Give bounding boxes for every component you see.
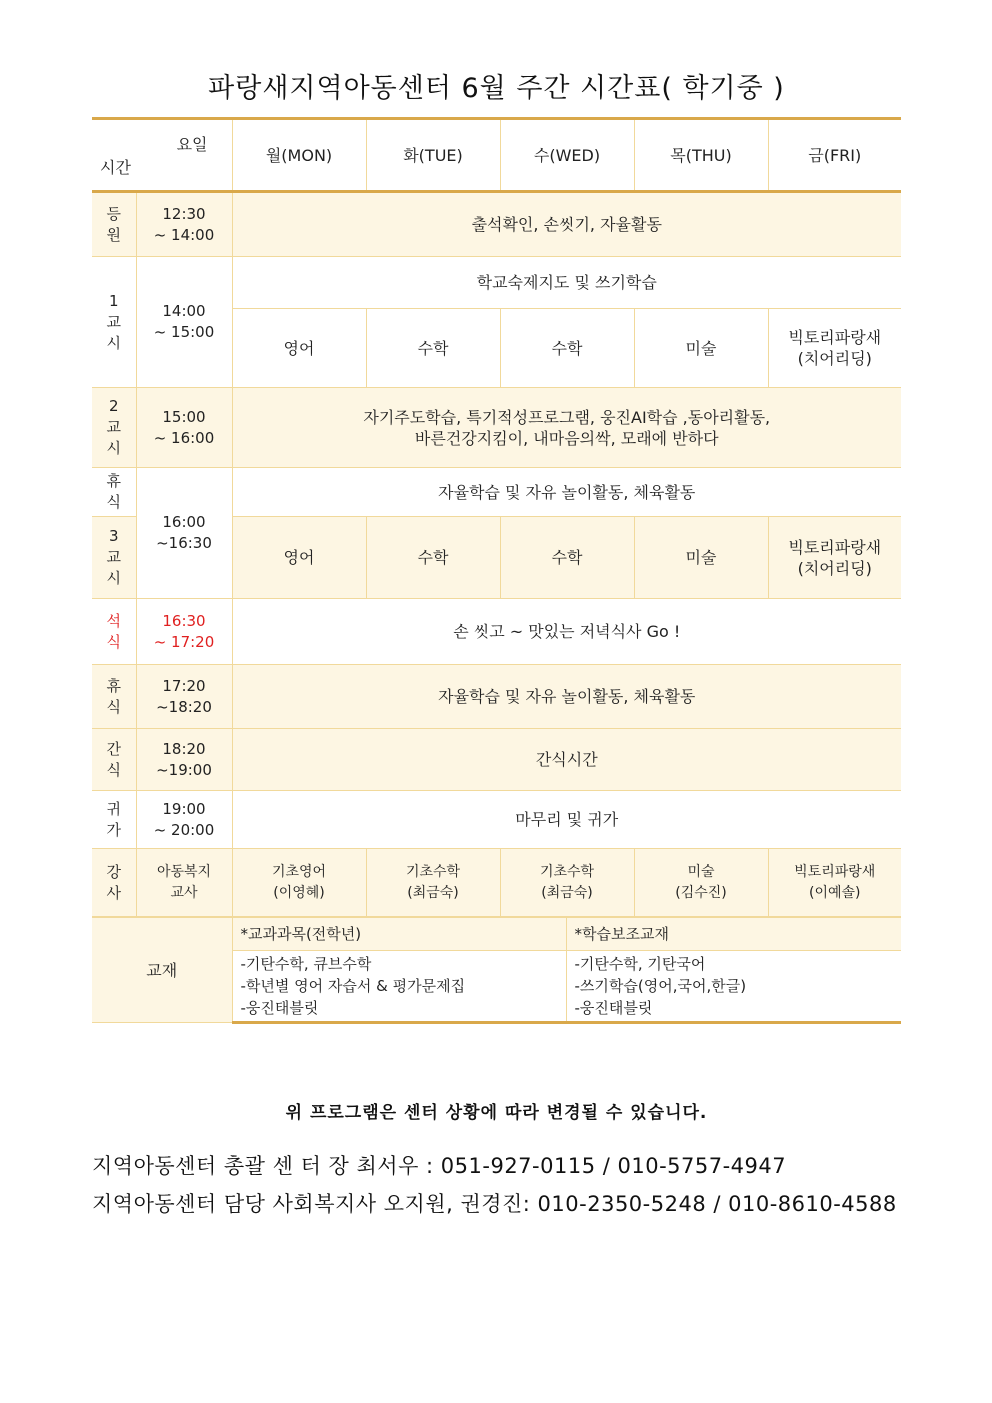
subject-thu: 미술 <box>634 517 768 599</box>
row-time: 16:00 ~16:30 <box>136 468 232 599</box>
day-header-tue: 화(TUE) <box>366 119 500 192</box>
period2-row <box>92 388 901 468</box>
row-time: 17:20 ~18:20 <box>136 665 232 729</box>
day-header-fri: 금(FRI) <box>768 119 901 192</box>
row-time: 12:30 ~ 14:00 <box>136 192 232 257</box>
dinner-row <box>92 599 901 665</box>
home-row <box>92 791 901 849</box>
subject-mon: 영어 <box>232 517 366 599</box>
subject-mon: 영어 <box>232 309 366 388</box>
teachers-row <box>92 849 901 917</box>
row-activity: 손 씻고 ~ 맛있는 저녁식사 Go ! <box>232 599 901 665</box>
row-label: 귀 가 <box>92 791 136 849</box>
period1-row <box>92 257 901 309</box>
row-label: 3 교 시 <box>92 517 136 599</box>
row-label: 강 사 <box>92 849 136 917</box>
row-label: 석 식 <box>92 599 136 665</box>
break2-row <box>92 665 901 729</box>
contact-social-workers: 지역아동센터 담당 사회복지사 오지원, 권경진: 010-2350-5248 / 010-8610-4588 <box>92 1192 897 1216</box>
row-activity: 자율학습 및 자유 놀이활동, 체육활동 <box>232 665 901 729</box>
row-activity: 간식시간 <box>232 729 901 791</box>
materials-left-head: *교과과목(전학년) <box>232 918 566 951</box>
row-label: 휴 식 <box>92 468 136 517</box>
corner-cell <box>92 119 232 192</box>
subject-fri: 빅토리파랑새 (치어리딩) <box>768 309 901 388</box>
row-label: 1 교 시 <box>92 257 136 388</box>
teacher-thu: 미술 (김수진) <box>634 849 768 917</box>
teacher-fri: 빅토리파랑새 (이예솔) <box>768 849 901 917</box>
day-axis-label: 요일 <box>176 135 208 154</box>
snack-row <box>92 729 901 791</box>
row-time: 16:30 ~ 17:20 <box>136 599 232 665</box>
row-label: 간 식 <box>92 729 136 791</box>
subject-tue: 수학 <box>366 309 500 388</box>
subject-fri: 빅토리파랑새 (치어리딩) <box>768 517 901 599</box>
teacher-wed: 기초수학 (최금숙) <box>500 849 634 917</box>
time-axis-label: 시간 <box>100 158 131 177</box>
row-label: 휴 식 <box>92 665 136 729</box>
subject-wed: 수학 <box>500 517 634 599</box>
row-time: 14:00 ~ 15:00 <box>136 257 232 388</box>
weekly-schedule-table <box>92 117 901 917</box>
teacher-role: 아동복지 교사 <box>136 849 232 917</box>
materials-right-head: *학습보조교재 <box>566 918 901 951</box>
change-notice: 위 프로그램은 센터 상황에 따라 변경될 수 있습니다. <box>285 1103 708 1123</box>
row-time: 19:00 ~ 20:00 <box>136 791 232 849</box>
materials-table <box>92 917 901 1024</box>
subject-tue: 수학 <box>366 517 500 599</box>
row-activity: 학교숙제지도 및 쓰기학습 <box>232 257 901 309</box>
row-activity: 출석확인, 손씻기, 자율활동 <box>232 192 901 257</box>
row-time: 15:00 ~ 16:00 <box>136 388 232 468</box>
subject-wed: 수학 <box>500 309 634 388</box>
materials-head-row <box>92 918 901 951</box>
arrival-row <box>92 192 901 257</box>
page-title: 파랑새지역아동센터 6월 주간 시간표( 학기중 ) <box>208 73 785 104</box>
row-activity: 자기주도학습, 특기적성프로그램, 웅진AI학습 ,동아리활동, 바른건강지킴이, 내마음의싹, 모래에 반하다 <box>232 388 901 468</box>
header-row <box>92 119 901 192</box>
materials-right-list: -기탄수학, 기탄국어 -쓰기학습(영어,국어,한글) -웅진태블릿 <box>566 951 901 1023</box>
day-header-mon: 월(MON) <box>232 119 366 192</box>
day-header-wed: 수(WED) <box>500 119 634 192</box>
materials-left-list: -기탄수학, 큐브수학 -학년별 영어 자습서 & 평가문제집 -웅진태블릿 <box>232 951 566 1023</box>
break1-row <box>92 468 901 517</box>
row-time: 18:20 ~19:00 <box>136 729 232 791</box>
teacher-tue: 기초수학 (최금숙) <box>366 849 500 917</box>
row-activity: 마무리 및 귀가 <box>232 791 901 849</box>
contact-director: 지역아동센터 총괄 센 터 장 최서우 : 051-927-0115 / 010-5757-4947 <box>92 1154 787 1178</box>
materials-label: 교재 <box>92 918 232 1023</box>
subject-thu: 미술 <box>634 309 768 388</box>
day-header-thu: 목(THU) <box>634 119 768 192</box>
teacher-mon: 기초영어 (이영혜) <box>232 849 366 917</box>
row-activity: 자율학습 및 자유 놀이활동, 체육활동 <box>232 468 901 517</box>
row-label: 2 교 시 <box>92 388 136 468</box>
row-label: 등 원 <box>92 192 136 257</box>
